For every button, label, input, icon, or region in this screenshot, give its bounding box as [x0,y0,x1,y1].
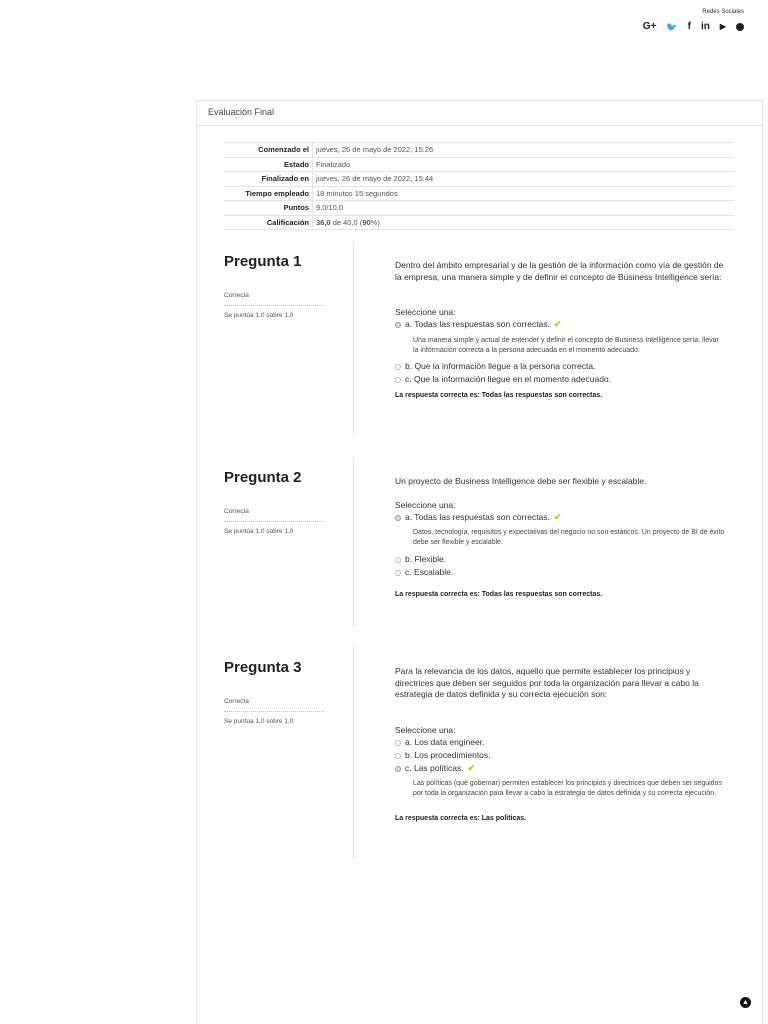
radio[interactable] [395,377,401,383]
answer-option[interactable] [395,566,725,579]
grade-score: 36,0 [316,217,331,227]
grade-value [313,215,735,230]
answer-option[interactable] [395,736,725,749]
question-divider [353,241,354,433]
radio[interactable] [395,753,401,759]
question-title: Pregunta 1 [224,253,302,270]
summary-key: Calificación [224,215,313,230]
facebook-icon[interactable]: f [687,21,691,32]
question-score: Se puntúa 1,0 sobre 1,0 [224,718,294,725]
option-label: a. Todas las respuestas son correctas. [405,511,550,522]
quiz-review-panel [196,100,763,1024]
option-label: b. Que la información llegue a la persona correcta. [405,361,596,372]
answer-option[interactable] [395,361,725,374]
option-label: b. Los procedimientos. [405,749,491,760]
answer-option[interactable] [395,749,725,762]
correct-answer: La respuesta correcta es: Todas las respuestas son correctas. [395,591,603,598]
question-block [224,457,754,627]
question-info [224,457,324,535]
question-state: Correcta [224,698,324,712]
option-label: c. Que la información llegue en el momento adecuado. [405,374,612,385]
grade-percent: 90 [362,217,371,227]
question-text: Para la relevancia de los datos, aquello que permite establecer los principios y directrices que deben ser seguidos por toda la organización para llevar a cabo la estrategia de datos definida y su correcta ejecución son: [395,666,699,699]
summary-row [224,186,734,201]
question-block [224,241,754,433]
google-plus-icon[interactable]: G+ [642,21,657,32]
summary-key: Puntos [224,201,313,216]
option-label: a. Los data engineer. [405,736,485,747]
question-info [224,241,324,319]
summary-value: 18 minutos 15 segundos [313,186,735,201]
summary-value: jueves, 26 de mayo de 2022, 15:26 [313,143,735,158]
option-feedback: Datos, tecnología, requisitos y expectativas del negocio no son estáticos. Un proyecto de BI de éxito debe ser flexible y escalable. [413,529,725,546]
summary-value: jueves, 26 de mayo de 2022, 15:44 [313,172,735,187]
social-links [643,9,744,32]
select-label: Seleccione una: [395,724,456,735]
social-icons [643,22,744,32]
question-content [395,260,725,401]
option-label: c. Las políticas. [405,762,464,773]
answer-option[interactable] [395,319,725,332]
select-label: Seleccione una: [395,499,456,510]
question-title: Pregunta 3 [224,659,302,676]
summary-row [224,215,734,230]
summary-value: Finalizado [313,157,735,172]
answer-option[interactable] [395,762,725,775]
summary-row [224,143,734,158]
radio[interactable] [395,364,401,370]
summary-key: Tiempo empleado [224,186,313,201]
answer-option[interactable] [395,374,725,387]
check-icon: ✔ [467,762,476,773]
chevron-up-icon[interactable]: ▲ [740,997,751,1008]
question-state: Correcta [224,292,324,306]
summary-value: 9,0/10,0 [313,201,735,216]
summary-key: Comenzado el [224,143,313,158]
radio-checked[interactable] [395,515,401,521]
radio[interactable] [395,557,401,563]
answer-option[interactable] [395,553,725,566]
summary-row [224,172,734,187]
correct-answer: La respuesta correcta es: Las políticas. [395,815,527,822]
question-text: Un proyecto de Business Intelligence debe ser flexible y escalable. [395,476,647,486]
summary-key: Finalizado en [224,172,313,187]
summary-row [224,201,734,216]
summary-key: Estado [224,157,313,172]
select-label: Seleccione una: [395,307,456,317]
answer-option[interactable] [395,511,725,524]
linkedin-icon[interactable]: in [700,21,710,32]
question-divider [353,457,354,627]
question-content [395,666,725,825]
question-score: Se puntúa 1,0 sobre 1,0 [224,528,294,535]
grade-percent-close: %) [370,217,380,227]
question-info [224,647,324,725]
radio[interactable] [395,740,401,746]
panel-title: Evaluación Final [208,107,275,117]
option-feedback: Las políticas (qué gobernar) permiten establecer los principios y directrices que deben ser seguidos por toda la organización para llevar a cabo la estrategia de datos definida y su correcta ejecución. [413,780,722,797]
radio-checked[interactable] [395,322,401,328]
option-label: a. Todas las respuestas son correctas. [405,319,550,330]
question-title: Pregunta 2 [224,469,302,486]
twitter-icon[interactable]: 🐦 [666,22,678,32]
panel-divider [197,125,762,126]
grade-total: de 40,0 ( [330,217,363,227]
question-block [224,647,754,859]
correct-answer: La respuesta correcta es: Todas las respuestas son correctas. [395,391,603,399]
option-label: b. Flexible. [405,553,447,564]
option-feedback: Una manera simple y actual de entender y definir el concepto de Business Intelligence sería: llevar la información correcta a la persona adecuada en el momento adecuado. [413,336,719,354]
option-label: c. Escalable. [405,566,454,577]
question-content [395,476,725,601]
summary-table [224,142,734,230]
summary-row [224,157,734,172]
globe-icon[interactable] [736,23,744,31]
radio-checked[interactable] [395,766,401,772]
check-icon: ✔ [553,319,562,330]
radio[interactable] [395,570,401,576]
question-divider [353,647,354,859]
check-icon: ✔ [553,511,562,522]
youtube-icon[interactable]: ▶ [719,22,726,31]
social-label: Redes Sociales [702,9,744,15]
question-score: Se puntúa 1,0 sobre 1,0 [224,312,294,319]
question-text: Dentro del ámbito empresarial y de la gestión de la información como vía de gestión de la empresa, una manera simple y de definir el concepto de Business Intelligence sería: [395,260,724,282]
question-state: Correcta [224,508,324,522]
